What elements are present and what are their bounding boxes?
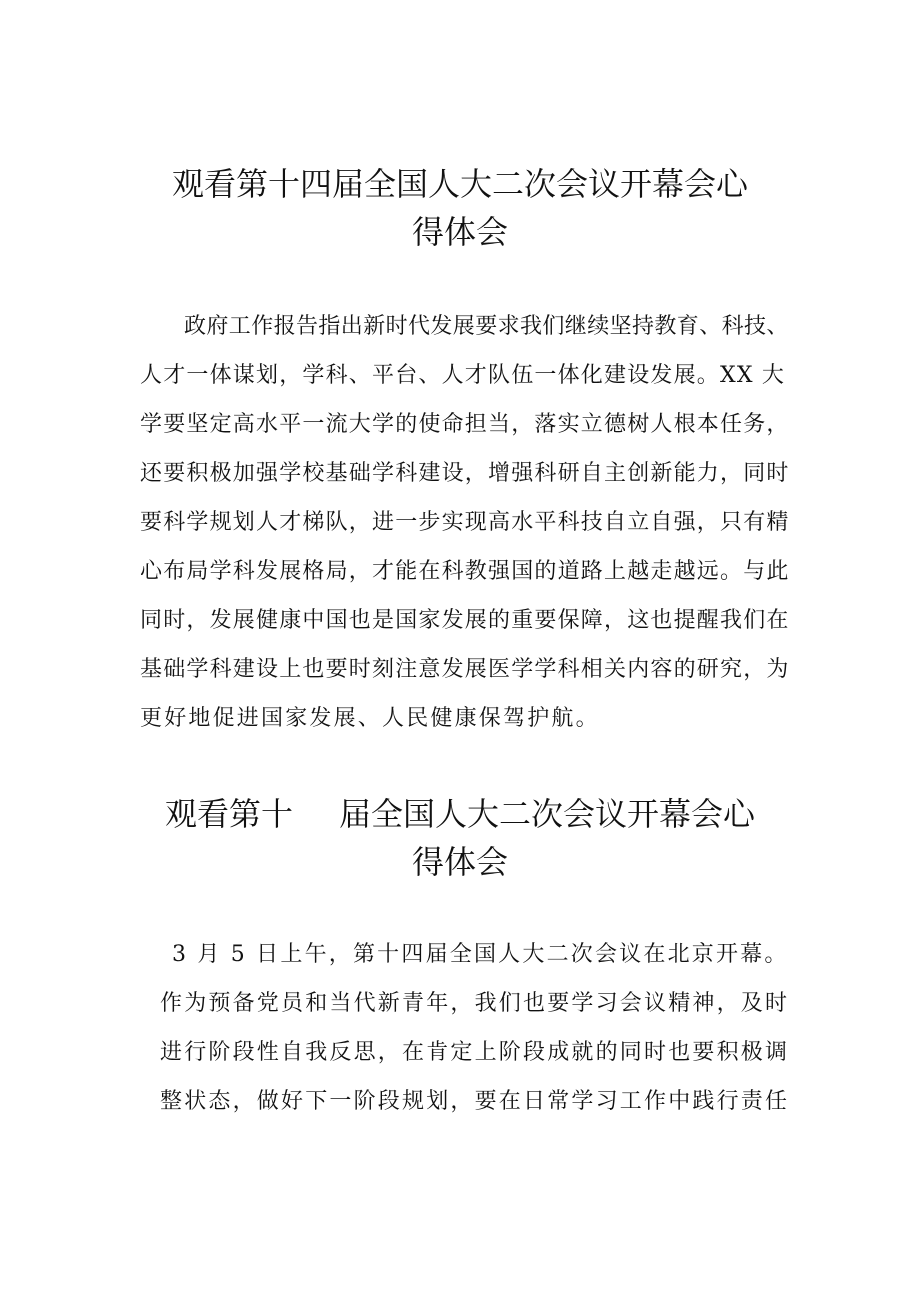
section1-title-line1: 观看第十四届全国人大二次会议开幕会心 [171, 165, 748, 203]
paragraph-line: 作为预备党员和当代新青年，我们也要学习会议精神，及时 [160, 991, 790, 1016]
paragraph-line: 要科学规划人才梯队，进一步实现高水平科技自立自强，只有精 [140, 510, 790, 535]
paragraph-line: 更好地促进国家发展、人民健康保驾护航。 [140, 706, 600, 731]
paragraph-line: 心布局学科发展格局，才能在科教强国的道路上越走越远。与此 [140, 559, 790, 584]
paragraph-line: 进行阶段性自我反思，在肯定上阶段成就的同时也要积极调 [160, 1040, 790, 1065]
paragraph-line: 人才一体谋划，学科、平台、人才队伍一体化建设发展。XX 大 [140, 363, 786, 388]
paragraph-line: 政府工作报告指出新时代发展要求我们继续坚持教育、科技、 [184, 314, 789, 339]
section1-title-line2: 得体会 [411, 213, 508, 251]
section2-title-line1-part-b: 届全国人大二次会议开幕会心 [339, 795, 756, 833]
paragraph-line: 同时，发展健康中国也是国家发展的重要保障，这也提醒我们在 [140, 608, 790, 633]
paragraph-line: 学要坚定高水平一流大学的使命担当，落实立德树人根本任务， [140, 412, 790, 437]
section2-title-line1 [0, 790, 920, 838]
section2-title [0, 790, 920, 886]
paragraph-line: 还要积极加强学校基础学科建设，增强科研自主创新能力，同时 [140, 461, 790, 486]
paragraph-line: 3 月 5 日上午，第十四届全国人大二次会议在北京开幕。 [172, 942, 789, 967]
section2-title-line1-part-a: 观看第十 [164, 795, 293, 833]
paragraph-line: 基础学科建设上也要时刻注意发展医学学科相关内容的研究，为 [140, 657, 790, 682]
section1-title [0, 160, 920, 256]
section2-title-line2: 得体会 [411, 843, 508, 881]
paragraph-line: 整状态，做好下一阶段规划，要在日常学习工作中践行责任 [160, 1089, 790, 1114]
